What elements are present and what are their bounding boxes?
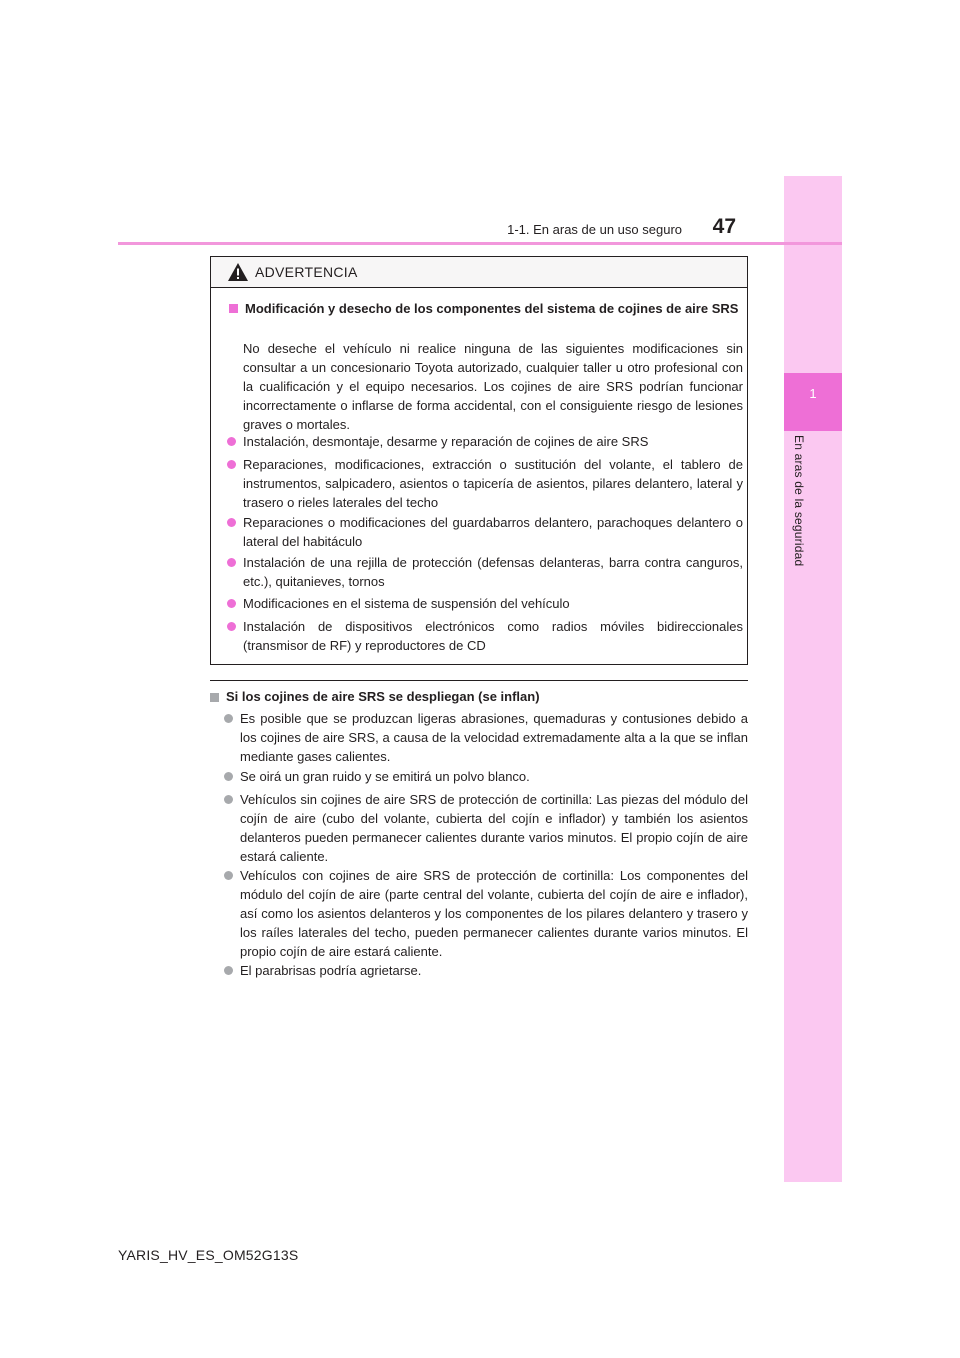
warning-label: ADVERTENCIA xyxy=(255,264,358,280)
warning-item: Modificaciones en el sistema de suspensión del vehículo xyxy=(227,594,743,613)
warning-box xyxy=(210,256,748,665)
bullet-icon xyxy=(224,772,233,781)
section-title: 1-1. En aras de un uso seguro xyxy=(507,222,682,237)
bullet-icon xyxy=(227,518,236,527)
info-heading: Si los cojines de aire SRS se despliegan (se inflan) xyxy=(210,688,748,706)
warning-triangle-icon xyxy=(227,262,249,282)
info-item: Es posible que se produzcan ligeras abrasiones, quemaduras y contusiones debido a los cojines de aire SRS, a causa de la velocidad extremadamente alta a la que se inflan mediante gases calientes. xyxy=(224,709,748,766)
bullet-icon xyxy=(227,437,236,446)
chapter-side-tab xyxy=(784,176,842,1182)
info-item: Vehículos sin cojines de aire SRS de protección de cortinilla: Las piezas del módulo del cojín de aire (cubo del volante, cubierta del cojín e inflador) y también los asientos delanteros pueden permanecer calientes durante varios minutos. El propio cojín de aire estará caliente. xyxy=(224,790,748,866)
warning-item: Reparaciones o modificaciones del guardabarros delantero, parachoques delantero o lateral del habitáculo xyxy=(227,513,743,551)
section-divider xyxy=(210,680,748,681)
bullet-icon xyxy=(224,714,233,723)
square-bullet-icon xyxy=(210,693,219,702)
warning-intro: No deseche el vehículo ni realice ninguna de las siguientes modificaciones sin consultar a un concesionario Toyota autorizado, cualquier taller u otro profesional con la cualificación y el equipo necesarios. Los cojines de aire SRS podrían funcionar incorrectamente o inflarse de forma accidental, con el consiguiente riesgo de lesiones graves o mortales. xyxy=(243,341,743,432)
info-item: Vehículos con cojines de aire SRS de protección de cortinilla: Los componentes del módulo del cojín de aire (parte central del volante, cubierta del cojín de aire e inflador), así como los asientos delanteros y los componentes de los pilares delantero y trasero y los raíles laterales del techo, pueden permanecer calientes durante varios minutos. El propio cojín de aire estará caliente. xyxy=(224,866,748,961)
bullet-icon xyxy=(224,966,233,975)
square-bullet-icon xyxy=(229,304,238,313)
warning-header xyxy=(211,257,747,288)
chapter-number: 1 xyxy=(809,386,817,401)
warning-heading-text: Modificación y desecho de los componentes del sistema de cojines de aire SRS xyxy=(245,301,739,316)
bullet-icon xyxy=(227,460,236,469)
warning-item: Instalación de dispositivos electrónicos como radios móviles bidireccionales (transmisor de RF) y reproductores de CD xyxy=(227,617,743,655)
page-number: 47 xyxy=(712,215,736,238)
warning-heading xyxy=(229,300,743,318)
document-code: YARIS_HV_ES_OM52G13S xyxy=(118,1247,299,1263)
chapter-title: En aras de la seguridad xyxy=(792,435,806,567)
info-item: El parabrisas podría agrietarse. xyxy=(224,961,748,980)
header-rule xyxy=(118,242,842,245)
warning-item: Instalación, desmontaje, desarme y reparación de cojines de aire SRS xyxy=(227,432,743,451)
bullet-icon xyxy=(224,871,233,880)
bullet-icon xyxy=(224,795,233,804)
bullet-icon xyxy=(227,558,236,567)
bullet-icon xyxy=(227,622,236,631)
warning-item: Instalación de una rejilla de protección (defensas delanteras, barra contra canguros, etc.), quitanieves, tornos xyxy=(227,553,743,591)
info-item: Se oirá un gran ruido y se emitirá un polvo blanco. xyxy=(224,767,748,786)
bullet-icon xyxy=(227,599,236,608)
warning-item: Reparaciones, modificaciones, extracción o sustitución del volante, el tablero de instrumentos, salpicadero, asientos o tapicería de asientos, pilares delantero, lateral y trasero o rieles laterales del techo xyxy=(227,455,743,512)
chapter-tab-active[interactable] xyxy=(784,373,842,431)
